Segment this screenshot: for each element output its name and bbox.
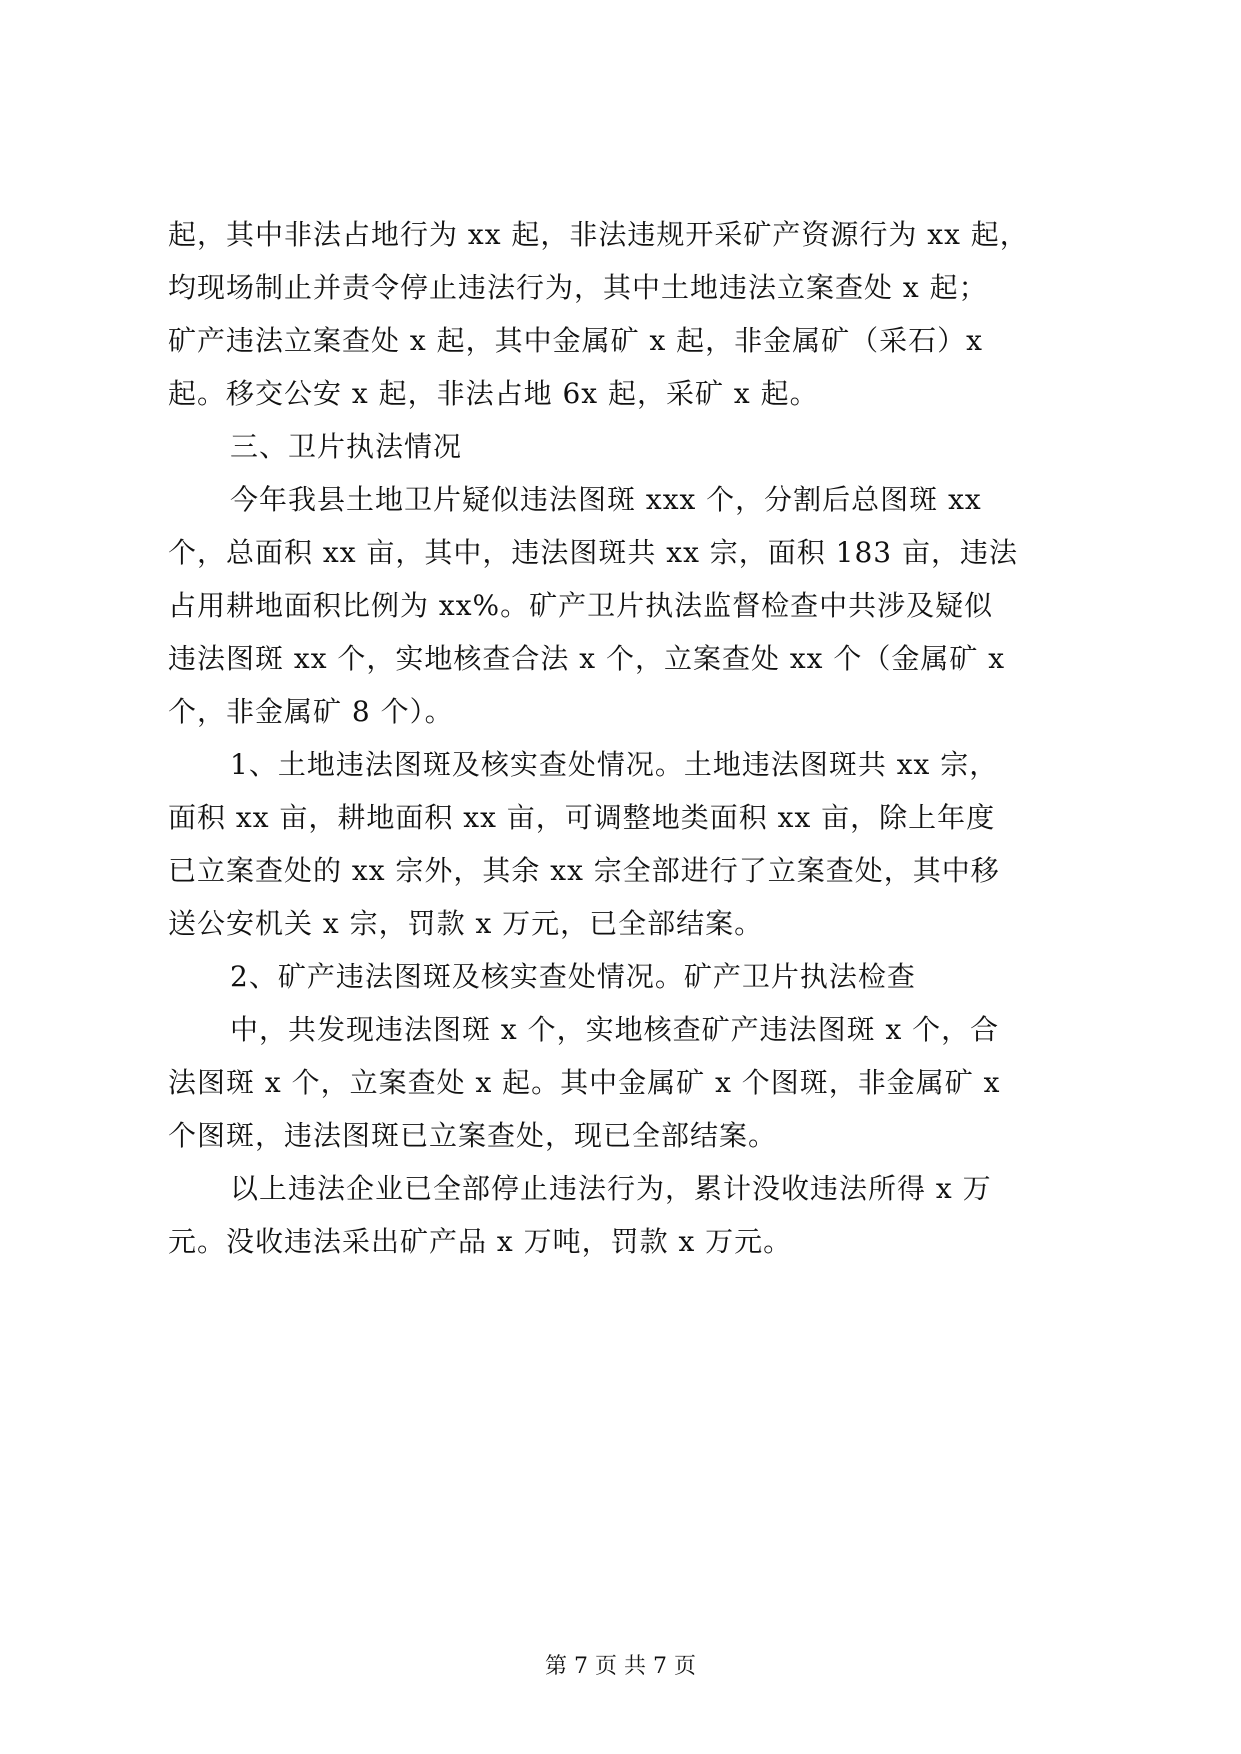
- body-text-line: 起。移交公安 x 起，非法占地 6x 起，采矿 x 起。: [168, 377, 819, 410]
- body-text-line: 送公安机关 x 宗，罚款 x 万元，已全部结案。: [168, 907, 764, 940]
- body-text-line: 以上违法企业已全部停止违法行为，累计没收违法所得 x 万: [230, 1172, 992, 1205]
- body-text-line: 今年我县土地卫片疑似违法图斑 xxx 个，分割后总图斑 xx: [230, 483, 982, 516]
- body-text-line: 元。没收违法采出矿产品 x 万吨，罚款 x 万元。: [168, 1225, 793, 1258]
- body-text-line: 个图斑，违法图斑已立案查处，现已全部结案。: [168, 1119, 778, 1152]
- body-text-line: 已立案查处的 xx 宗外，其余 xx 宗全部进行了立案查处，其中移: [168, 854, 1000, 887]
- body-text-line: 1、土地违法图斑及核实查处情况。土地违法图斑共 xx 宗，: [230, 748, 999, 781]
- section-heading: 三、卫片执法情况: [230, 430, 463, 463]
- body-text-line: 违法图斑 xx 个，实地核查合法 x 个，立案查处 xx 个（金属矿 x: [168, 642, 1006, 675]
- body-text-line: 个，总面积 xx 亩，其中，违法图斑共 xx 宗，面积 183 亩，违法: [168, 536, 1019, 569]
- body-text-line: 个，非金属矿 8 个）。: [168, 695, 454, 728]
- body-text-line: 2、矿产违法图斑及核实查处情况。矿产卫片执法检查: [230, 960, 916, 993]
- body-text-line: 法图斑 x 个，立案查处 x 起。其中金属矿 x 个图斑，非金属矿 x: [168, 1066, 1001, 1099]
- page-footer: 第 7 页 共 7 页: [545, 1654, 696, 1679]
- body-text-line: 起，其中非法占地行为 xx 起，非法违规开采矿产资源行为 xx 起，: [168, 218, 1029, 251]
- body-text-line: 中，共发现违法图斑 x 个，实地核查矿产违法图斑 x 个，合: [230, 1013, 1000, 1046]
- body-text-line: 面积 xx 亩，耕地面积 xx 亩，可调整地类面积 xx 亩，除上年度: [168, 801, 996, 834]
- body-text-line: 均现场制止并责令停止违法行为，其中土地违法立案查处 x 起；: [168, 271, 988, 304]
- body-text-line: 矿产违法立案查处 x 起，其中金属矿 x 起，非金属矿（采石）x: [168, 324, 983, 357]
- body-text-line: 占用耕地面积比例为 xx%。矿产卫片执法监督检查中共涉及疑似: [168, 589, 994, 622]
